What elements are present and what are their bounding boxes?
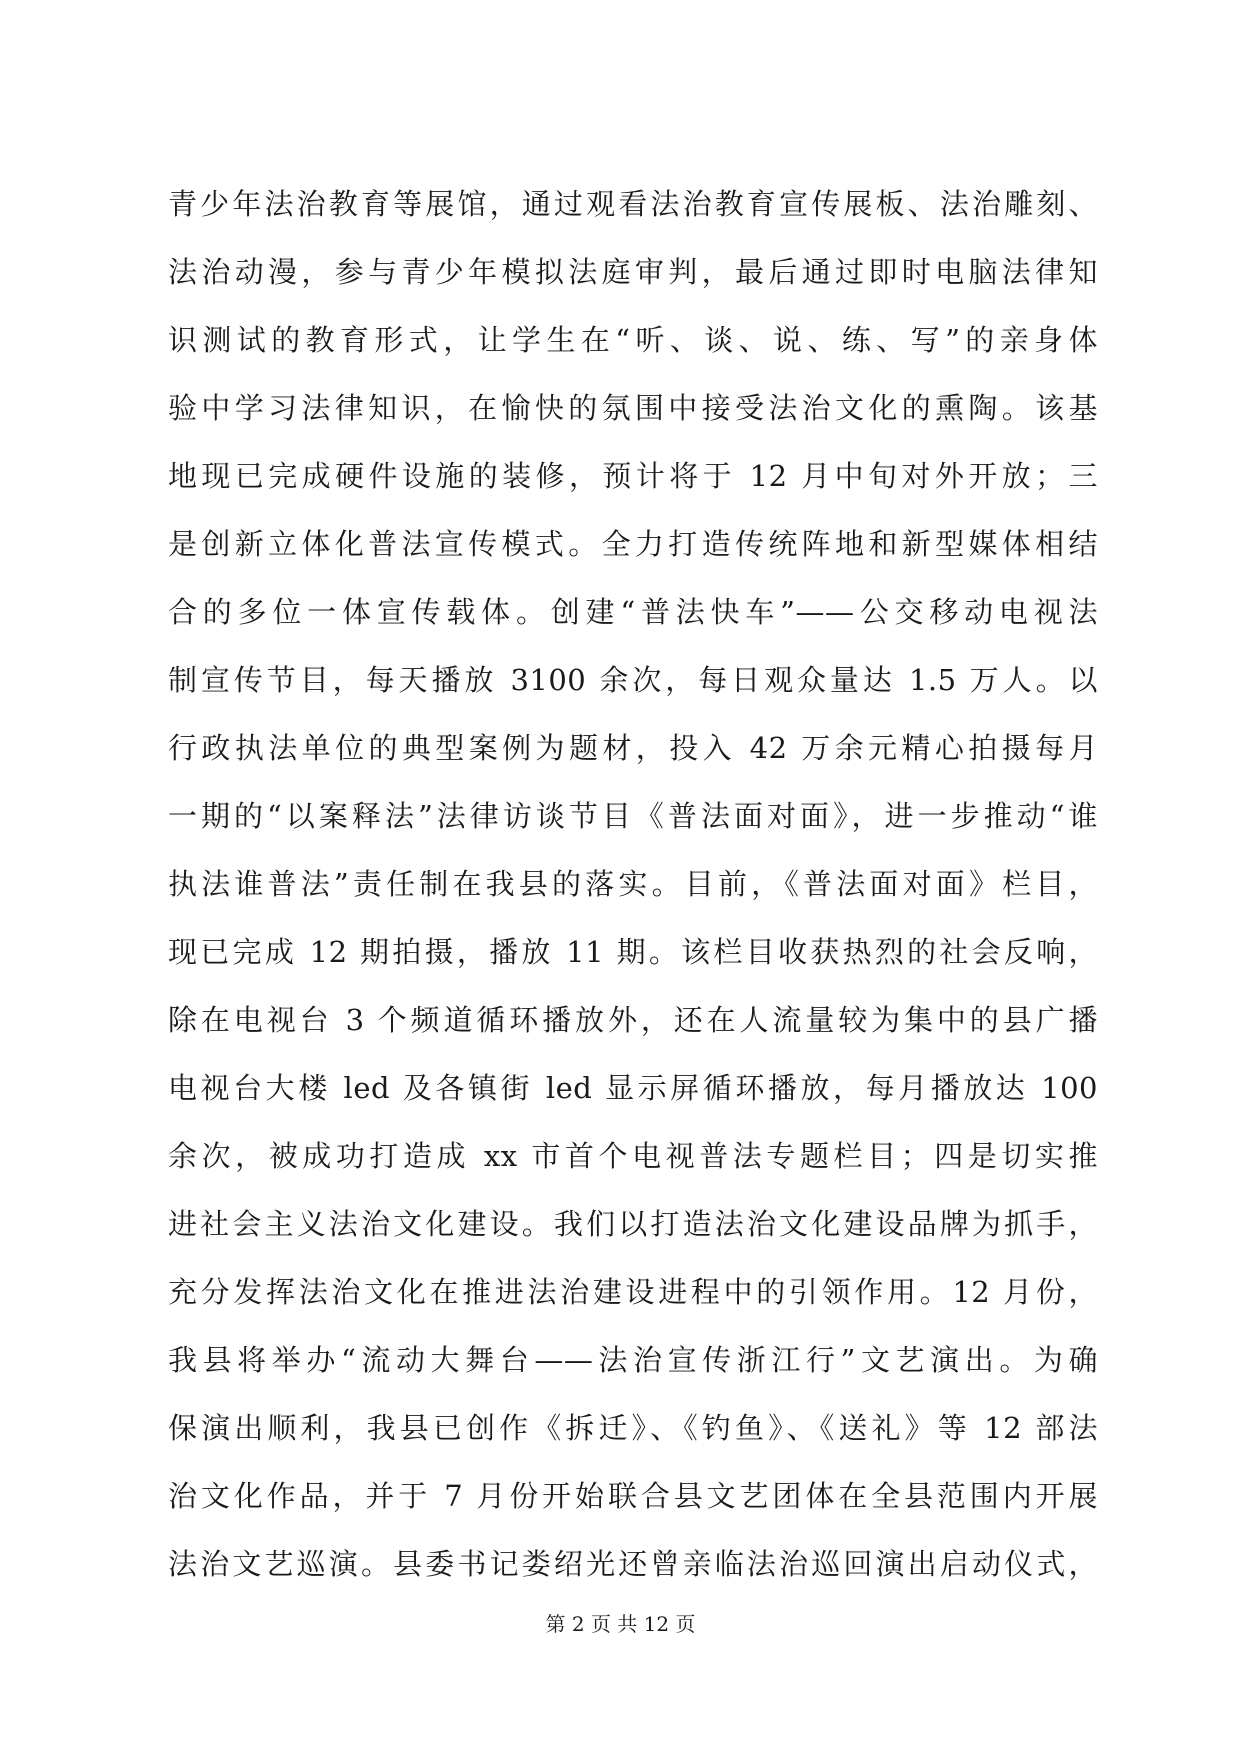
text-line: 制宣传节目，每天播放 3100 余次，每日观众量达 1.5 万人。以 bbox=[168, 663, 1098, 697]
text-line: 行政执法单位的典型案例为题材，投入 42 万余元精心拍摄每月 bbox=[168, 731, 1098, 765]
text-line: 余次，被成功打造成 xx 市首个电视普法专题栏目；四是切实推 bbox=[168, 1139, 1098, 1173]
text-line: 识测试的教育形式，让学生在“听、谈、说、练、写”的亲身体 bbox=[168, 323, 1098, 357]
text-line: 现已完成 12 期拍摄，播放 11 期。该栏目收获热烈的社会反响， bbox=[168, 935, 1098, 969]
text-line: 保演出顺利，我县已创作《拆迁》、《钓鱼》、《送礼》等 12 部法 bbox=[168, 1411, 1098, 1445]
text-line: 充分发挥法治文化在推进法治建设进程中的引领作用。12 月份， bbox=[168, 1275, 1098, 1309]
text-line: 青少年法治教育等展馆，通过观看法治教育宣传展板、法治雕刻、 bbox=[168, 187, 1098, 221]
text-line: 地现已完成硬件设施的装修，预计将于 12 月中旬对外开放；三 bbox=[168, 459, 1098, 493]
text-line: 除在电视台 3 个频道循环播放外，还在人流量较为集中的县广播 bbox=[168, 1003, 1098, 1037]
text-line: 我县将举办“流动大舞台——法治宣传浙江行”文艺演出。为确 bbox=[168, 1343, 1098, 1377]
text-line: 治文化作品，并于 7 月份开始联合县文艺团体在全县范围内开展 bbox=[168, 1479, 1098, 1513]
body-text bbox=[168, 170, 1098, 1598]
text-line: 进社会主义法治文化建设。我们以打造法治文化建设品牌为抓手， bbox=[168, 1207, 1098, 1241]
text-line: 法治动漫，参与青少年模拟法庭审判，最后通过即时电脑法律知 bbox=[168, 255, 1098, 289]
text-line: 一期的“以案释法”法律访谈节目《普法面对面》，进一步推动“谁 bbox=[168, 799, 1098, 833]
text-line: 验中学习法律知识，在愉快的氛围中接受法治文化的熏陶。该基 bbox=[168, 391, 1098, 425]
text-line: 电视台大楼 led 及各镇街 led 显示屏循环播放，每月播放达 100 bbox=[168, 1071, 1098, 1105]
page-number-label: 第 2 页 共 12 页 bbox=[545, 1612, 696, 1636]
text-line: 执法谁普法”责任制在我县的落实。目前，《普法面对面》栏目， bbox=[168, 867, 1098, 901]
text-line: 是创新立体化普法宣传模式。全力打造传统阵地和新型媒体相结 bbox=[168, 527, 1098, 561]
text-line: 合的多位一体宣传载体。创建“普法快车”——公交移动电视法 bbox=[168, 595, 1098, 629]
text-line: 法治文艺巡演。县委书记娄绍光还曾亲临法治巡回演出启动仪式， bbox=[168, 1547, 1098, 1581]
page-footer bbox=[0, 1610, 1241, 1638]
